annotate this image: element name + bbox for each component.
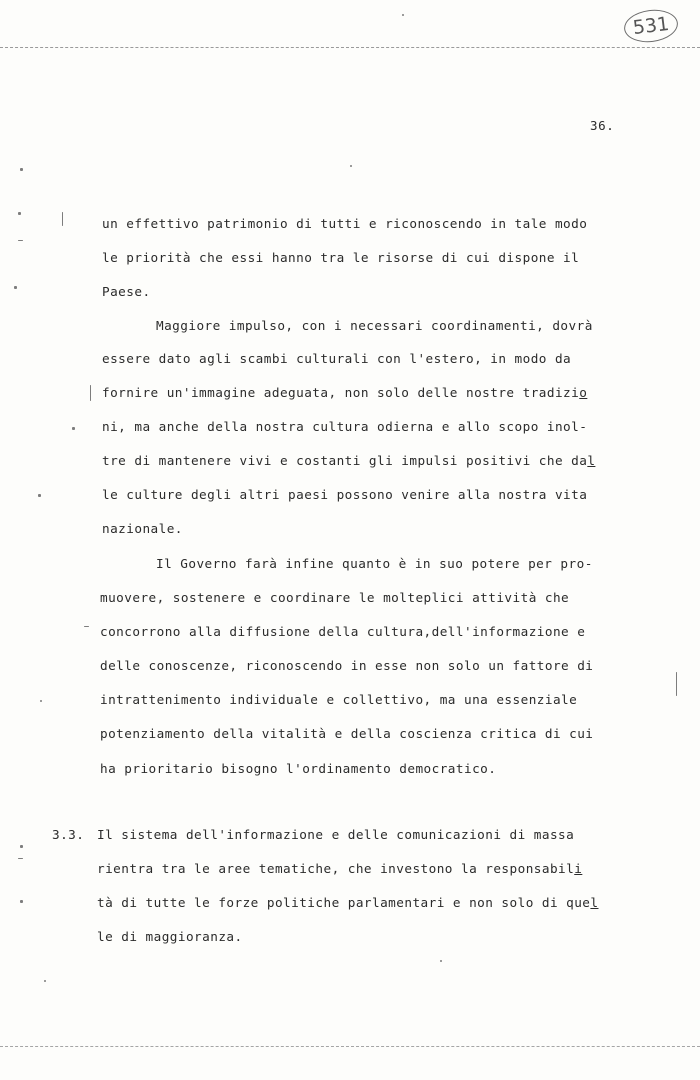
margin-speck xyxy=(18,212,21,215)
top-edge-rule xyxy=(0,47,700,48)
scan-speck xyxy=(350,165,352,167)
hyphenation-underline: o xyxy=(579,385,588,400)
hyphenation-underline: l xyxy=(590,895,599,910)
hyphenation-underline: l xyxy=(587,453,596,468)
text-line xyxy=(97,895,599,911)
margin-speck xyxy=(18,240,23,241)
text-line: ha prioritario bisogno l'ordinamento democratico. xyxy=(100,761,497,776)
margin-speck xyxy=(20,845,23,848)
scan-speck xyxy=(440,960,442,962)
text-line: essere dato agli scambi culturali con l'estero, in modo da xyxy=(102,351,572,366)
text-line: muovere, sostenere e coordinare le molteplici attività che xyxy=(100,590,570,605)
bottom-edge-rule xyxy=(0,1046,700,1047)
margin-speck xyxy=(44,980,46,982)
text-line: un effettivo patrimonio di tutti e riconoscendo in tale modo xyxy=(102,216,588,231)
margin-speck xyxy=(14,286,17,289)
text-line: potenziamento della vitalità e della coscienza critica di cui xyxy=(100,726,594,741)
scan-speck xyxy=(402,14,404,16)
text-line xyxy=(102,453,595,469)
archive-stamp: 531 xyxy=(622,7,679,45)
text-line-body: tà di tutte le forze politiche parlamentari e non solo di que xyxy=(97,895,591,910)
page-number: 36. xyxy=(590,118,615,133)
margin-speck xyxy=(20,900,23,903)
margin-speck xyxy=(18,858,23,859)
text-line-body: fornire un'immagine adeguata, non solo delle nostre tradizi xyxy=(102,385,580,400)
section-number: 3.3. xyxy=(52,827,85,842)
text-line: Paese. xyxy=(102,284,151,299)
margin-tick xyxy=(90,385,91,401)
text-line: concorrono alla diffusione della cultura,dell'informazione e xyxy=(100,624,586,639)
margin-speck xyxy=(38,494,41,497)
margin-speck xyxy=(84,626,89,627)
margin-tick xyxy=(62,212,63,226)
margin-speck xyxy=(20,168,23,171)
text-line: Maggiore impulso, con i necessari coordinamenti, dovrà xyxy=(156,318,593,333)
text-line: delle conoscenze, riconoscendo in esse non solo un fattore di xyxy=(100,658,594,673)
text-line: le di maggioranza. xyxy=(97,929,243,944)
text-line-body: rientra tra le aree tematiche, che investono la responsabil xyxy=(97,861,575,876)
margin-tick xyxy=(676,672,677,696)
text-line: Il sistema dell'informazione e delle comunicazioni di massa xyxy=(97,827,575,842)
margin-speck xyxy=(40,700,42,702)
text-line-body: tre di mantenere vivi e costanti gli impulsi positivi che da xyxy=(102,453,588,468)
text-line: Il Governo farà infine quanto è in suo potere per pro- xyxy=(156,556,593,571)
text-line: ni, ma anche della nostra cultura odierna e allo scopo inol- xyxy=(102,419,588,434)
margin-speck xyxy=(72,427,75,430)
hyphenation-underline: i xyxy=(574,861,583,876)
text-line: le culture degli altri paesi possono venire alla nostra vita xyxy=(102,487,588,502)
text-line xyxy=(102,385,587,401)
text-line: le priorità che essi hanno tra le risorse di cui dispone il xyxy=(102,250,580,265)
text-line: nazionale. xyxy=(102,521,183,536)
text-line: intrattenimento individuale e collettivo, ma una essenziale xyxy=(100,692,578,707)
text-line xyxy=(97,861,582,877)
